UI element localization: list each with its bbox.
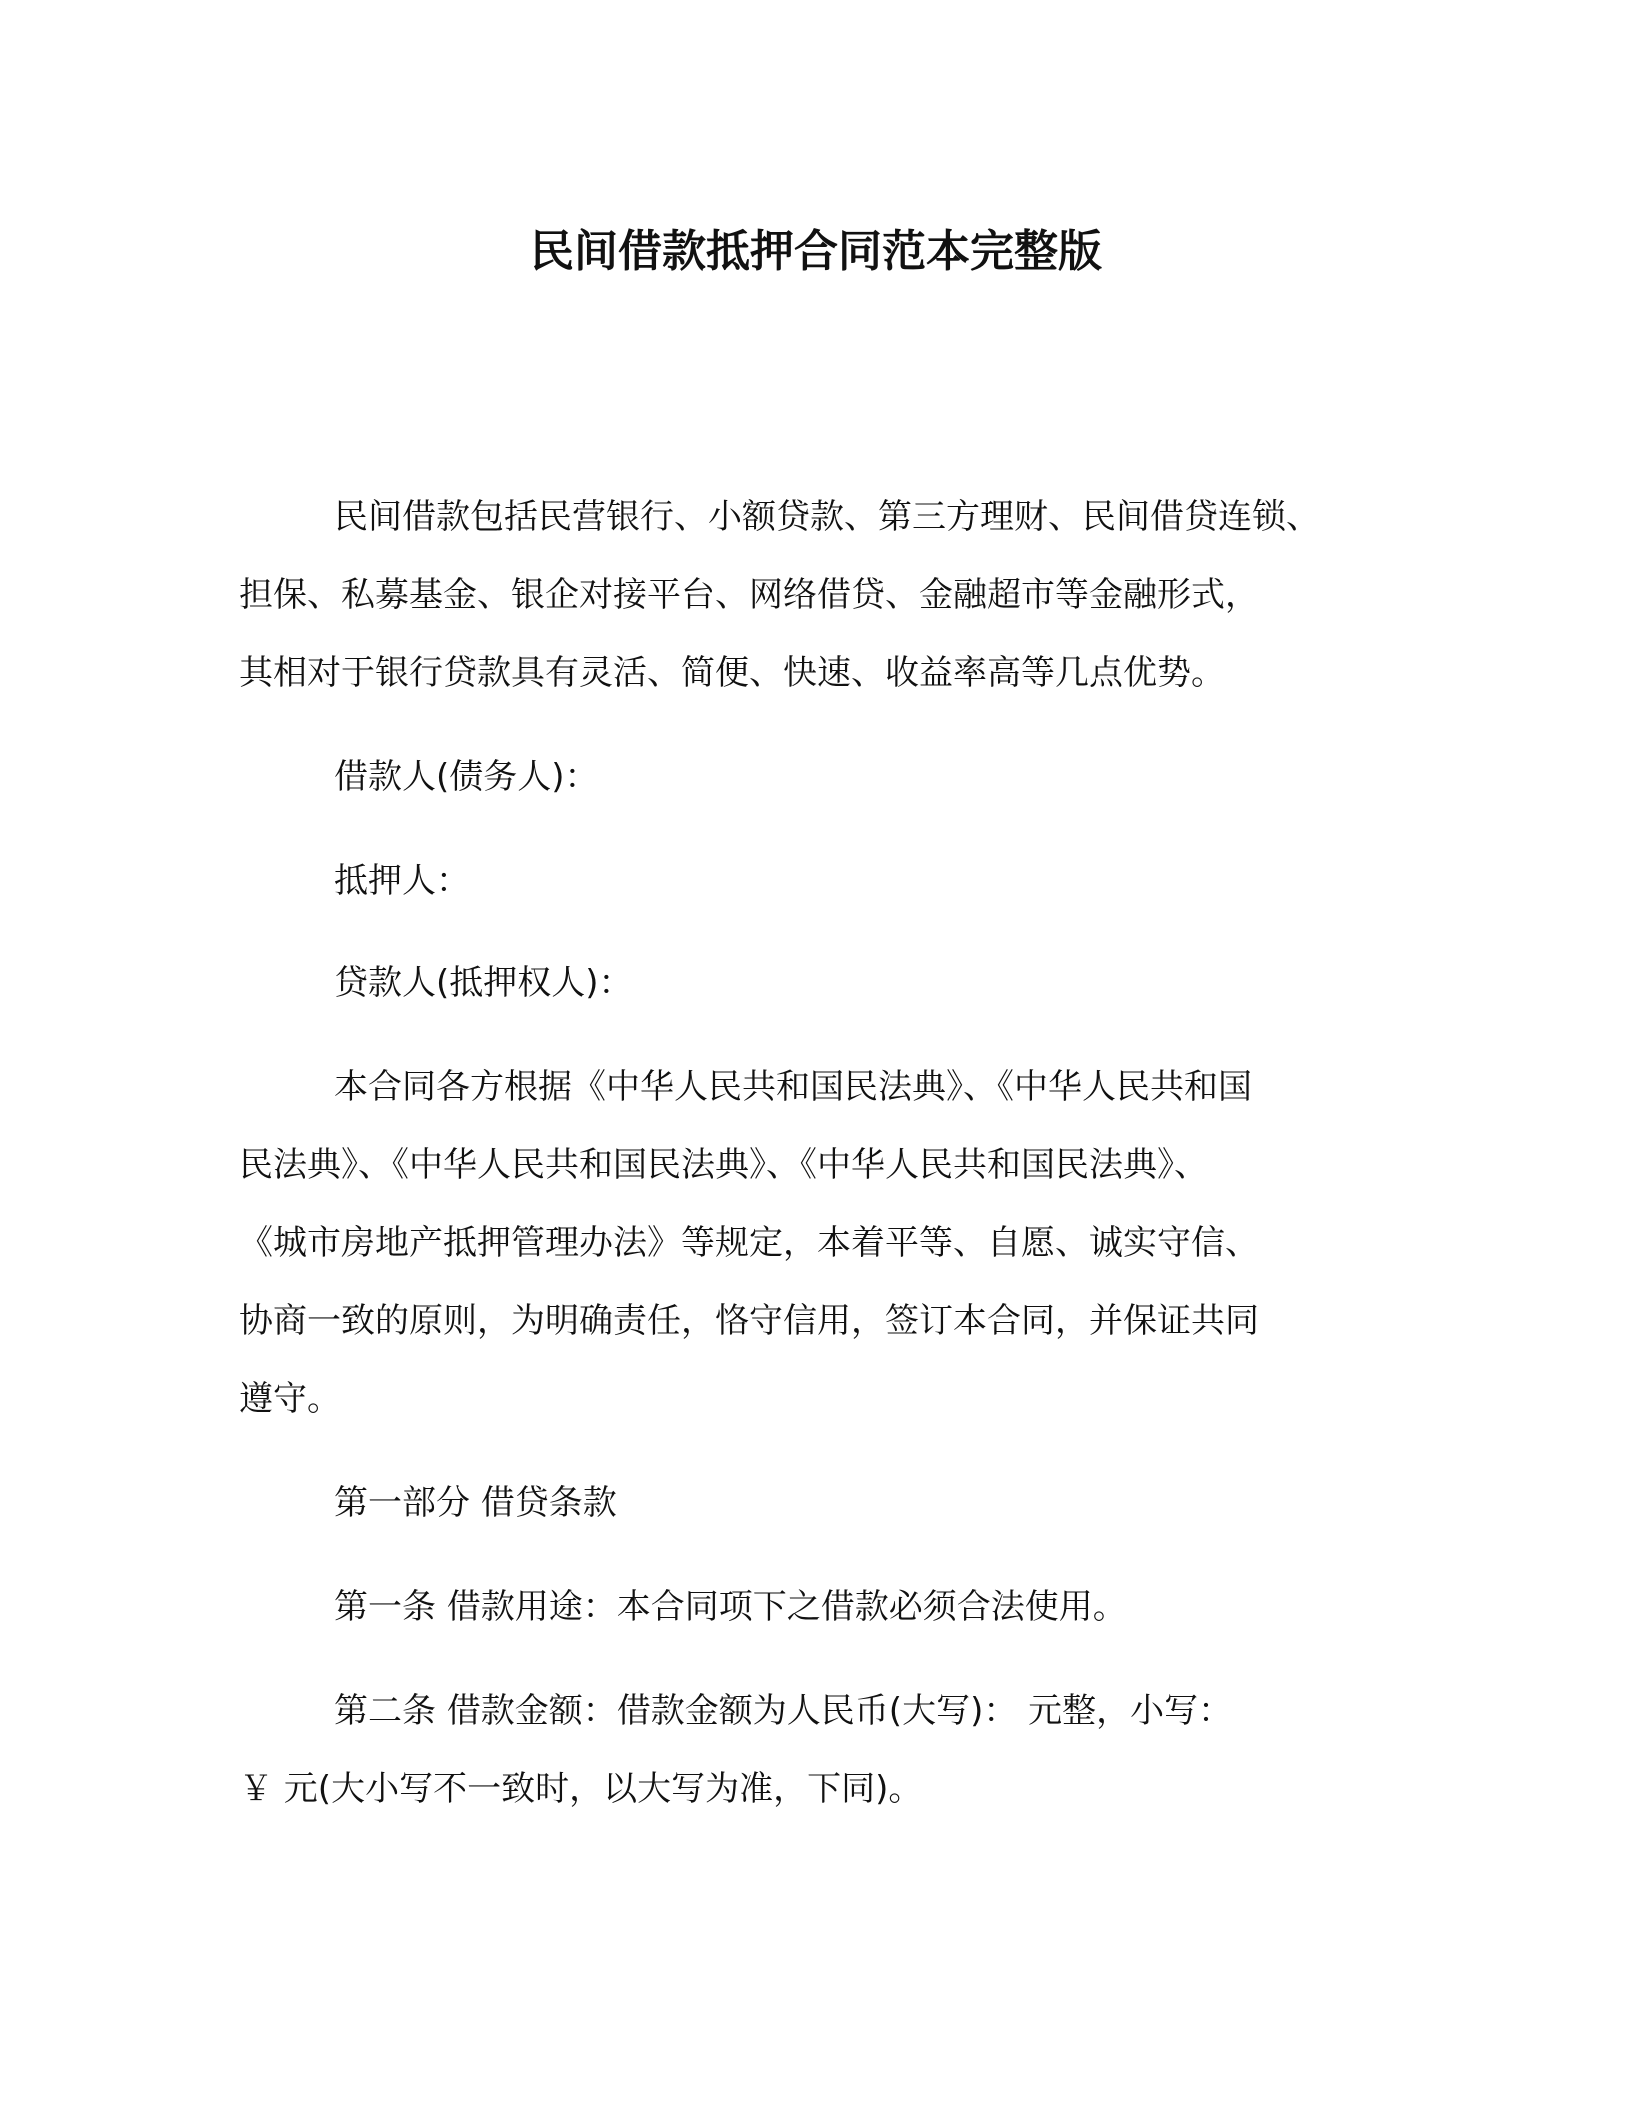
lender-label: 贷款人(抵押权人)： [334,963,633,1003]
borrower-label: 借款人(债务人)： [334,757,599,797]
preamble-line-2: 民法典》、《中华人民共和国民法典》、《中华人民共和国民法典》、 [239,1145,1208,1185]
article2-line-1: 第二条 借款金额：借款金额为人民币(大写)： 元整，小写： [334,1691,1233,1731]
document-title: 民间借款抵押合同范本完整版 [530,226,1102,277]
mortgagor-label: 抵押人： [334,861,470,901]
article2-line-2: ￥ 元(大小写不一致时，以大写为准，下同)。 [239,1769,923,1809]
intro-line-3: 其相对于银行贷款具有灵活、简便、快速、收益率高等几点优势。 [239,653,1225,693]
part1-heading: 第一部分 借贷条款 [334,1483,617,1523]
intro-line-1: 民间借款包括民营银行、小额贷款、第三方理财、民间借贷连锁、 [334,497,1320,537]
intro-line-2: 担保、私募基金、银企对接平台、网络借贷、金融超市等金融形式， [239,575,1259,615]
preamble-line-5: 遵守。 [239,1379,341,1419]
preamble-line-4: 协商一致的原则，为明确责任，恪守信用，签订本合同，并保证共同 [239,1301,1259,1341]
preamble-line-3: 《城市房地产抵押管理办法》等规定，本着平等、自愿、诚实守信、 [239,1223,1259,1263]
article1-text: 第一条 借款用途：本合同项下之借款必须合法使用。 [334,1587,1127,1627]
preamble-line-1: 本合同各方根据《中华人民共和国民法典》、《中华人民共和国 [334,1067,1252,1107]
